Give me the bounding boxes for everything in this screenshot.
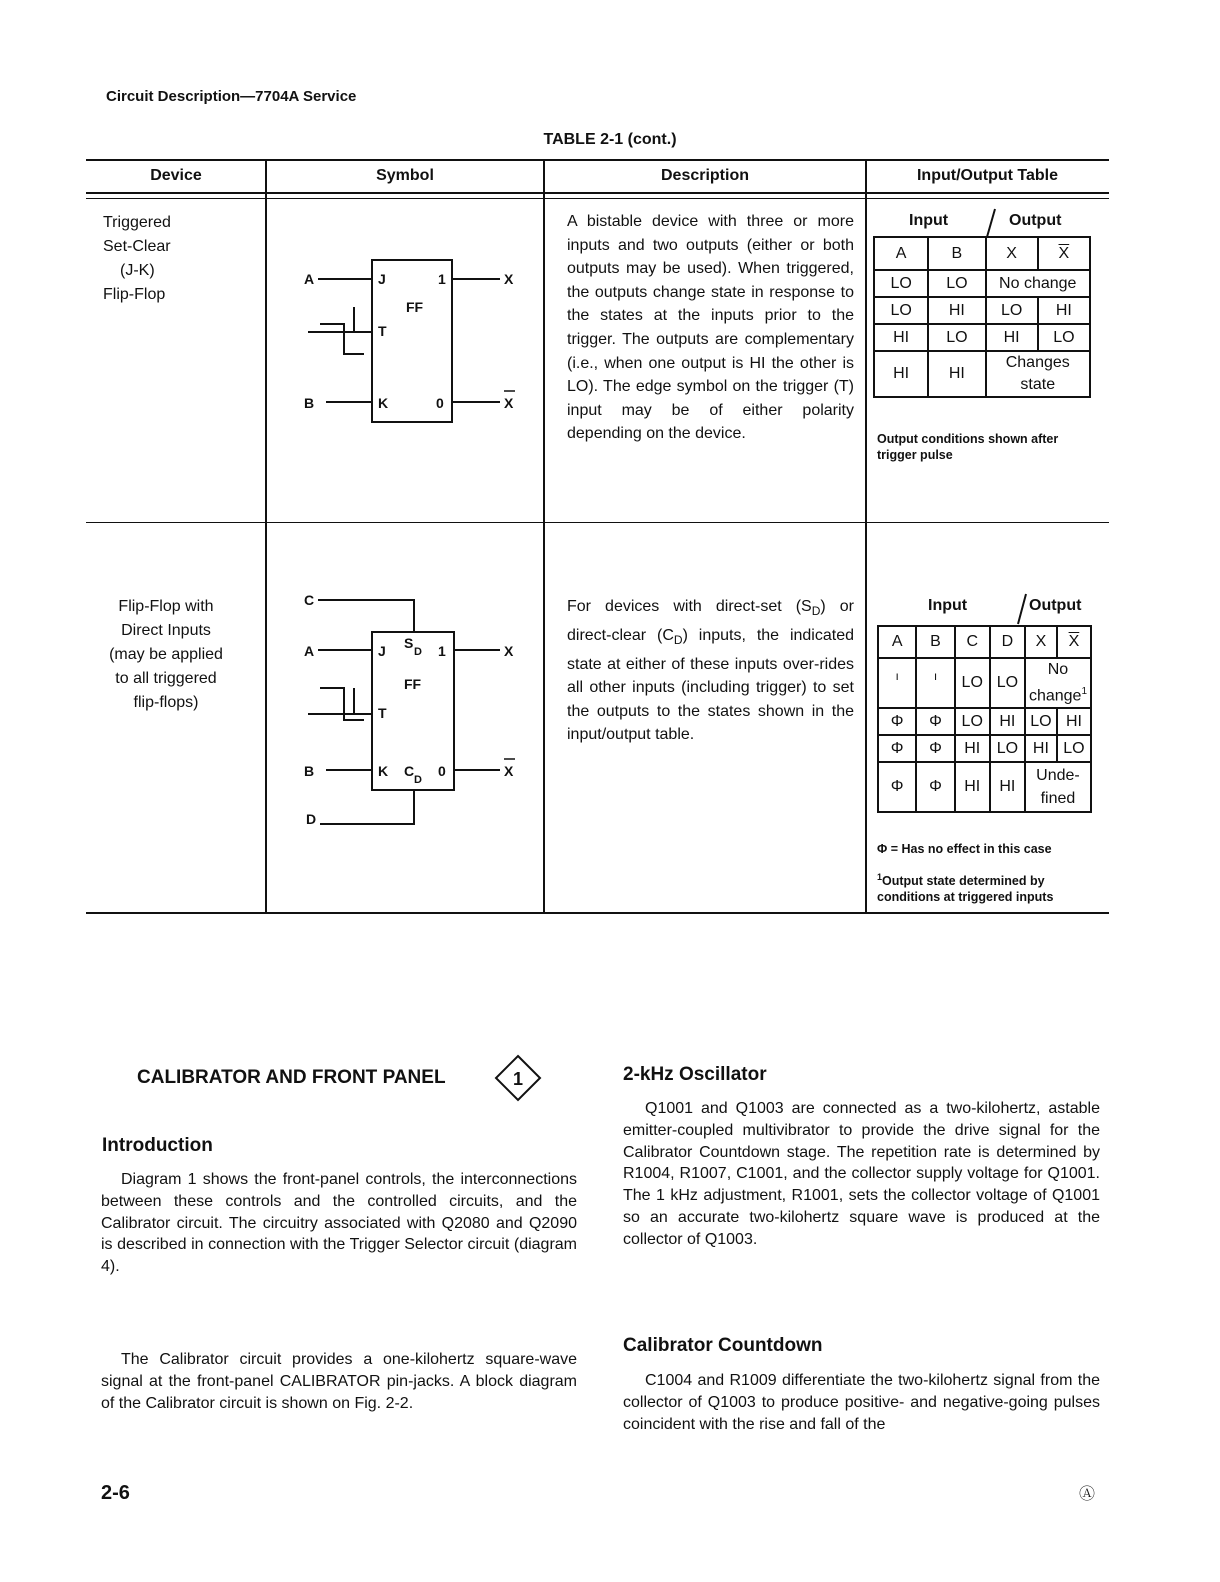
io-cell: Φ xyxy=(878,762,916,812)
io-table-jk xyxy=(873,236,1091,398)
row1-device xyxy=(103,211,171,307)
io-slash xyxy=(1016,592,1030,626)
io-output-label: Output xyxy=(1029,597,1082,614)
diagram-badge xyxy=(493,1053,543,1103)
io-slash xyxy=(985,207,999,239)
io-input-label: Input xyxy=(928,597,968,614)
io-cell: HI xyxy=(955,762,990,812)
io-cell: Unde- fined xyxy=(1025,762,1091,812)
pin-label: D xyxy=(414,646,422,658)
io-cell: HI xyxy=(874,324,928,351)
io-note: Output conditions shown after trigger pulse xyxy=(877,432,1059,462)
pin-label: 1 xyxy=(438,643,446,659)
io-cell: HI xyxy=(1057,708,1091,735)
row2-device xyxy=(96,595,236,715)
oscillator-heading: 2-kHz Oscillator xyxy=(623,1064,767,1085)
io-cell: LO xyxy=(990,658,1025,708)
device-line: Flip-Flop with xyxy=(118,598,214,615)
table-bottom-rule xyxy=(86,912,1109,914)
pin-label: A xyxy=(304,643,315,659)
col-symbol: Symbol xyxy=(376,167,434,184)
io-cell: Φ xyxy=(916,762,954,812)
io-cell: LO xyxy=(986,297,1038,324)
io-cell: LO xyxy=(928,270,985,297)
ff-label: FF xyxy=(406,299,424,315)
io-cell: LO xyxy=(1025,708,1057,735)
device-line: Direct Inputs xyxy=(121,622,211,639)
io-cell: HI xyxy=(990,762,1025,812)
io-cell: HI xyxy=(986,324,1038,351)
io-cell: Φ xyxy=(878,735,916,762)
header-rule-1 xyxy=(86,192,1109,194)
io-header-cell: B xyxy=(916,626,954,658)
pin-label: J xyxy=(378,643,386,659)
pin-label: K xyxy=(378,763,389,779)
output-xbar: X xyxy=(504,763,514,779)
io-cell: HI xyxy=(874,351,928,397)
pin-label: C xyxy=(404,763,415,779)
col-description: Description xyxy=(660,167,749,184)
ff-label: FF xyxy=(404,676,422,692)
row2-description: For devices with direct-set $(S_D)$ or direct-clear $(C_D)$ inputs, the indicated state at either of these inputs over-rides all other inputs (including trigger) to set the outputs to the states shown in the input/output table. xyxy=(567,598,854,744)
oscillator-paragraph: Q1001 and Q1003 are connected as a two-kilohertz, astable emitter-coupled multivibrator to provide the drive signal for the Calibrator Countdown stage. The repetition rate is determined by R1004, R1007, C1001, and the collector supply voltage for Q1001. The 1 kHz adjustment, R1001, sets the collector voltage of Q1001 so an accurate two-kilohertz square wave is produced at the collector of Q1003. xyxy=(623,1100,1100,1248)
io-cell: HI xyxy=(955,735,990,762)
pin-label: S xyxy=(404,635,414,651)
device-line: Triggered xyxy=(103,214,171,231)
countdown-heading: Calibrator Countdown xyxy=(623,1335,823,1356)
device-line: (may be applied xyxy=(109,646,223,663)
io-header-cell: A xyxy=(878,626,916,658)
pin-label: D xyxy=(414,774,422,786)
io-cell: LO xyxy=(990,735,1025,762)
io-cell: LO xyxy=(1038,324,1090,351)
io-cell: HI xyxy=(990,708,1025,735)
io-cell: LO xyxy=(874,270,928,297)
io-cell: HI xyxy=(1025,735,1057,762)
io-cell: ı xyxy=(916,658,954,708)
calibrator-paragraph: The Calibrator circuit provides a one-kilohertz square-wave signal at the front-panel CALIBRATOR pin-jacks. A block diagram of the Calibrator circuit is shown on Fig. 2-2. xyxy=(101,1351,577,1412)
countdown-paragraph: C1004 and R1009 differentiate the two-kilohertz signal from the collector of Q1003 to produce positive- and negative-going pulses coincident with the rise and fall of the xyxy=(623,1372,1100,1433)
io-cell: Φ xyxy=(916,735,954,762)
io-header-cell: X xyxy=(986,237,1038,270)
io-cell: HI xyxy=(1038,297,1090,324)
diagram-number: 1 xyxy=(512,1069,524,1089)
io-header-cell: B xyxy=(928,237,985,270)
device-line: (J-K) xyxy=(120,262,155,279)
header-rule-2 xyxy=(86,198,1109,199)
pin-label: B xyxy=(304,763,315,779)
io-cell: No change xyxy=(986,270,1091,297)
io-note: $^1$Output state determined by conditions at triggered inputs xyxy=(877,872,1054,905)
direct-input-flipflop-symbol xyxy=(290,588,530,828)
section-title: CALIBRATOR AND FRONT PANEL xyxy=(137,1067,446,1088)
pin-label: T xyxy=(378,323,387,339)
io-cell: Φ xyxy=(916,708,954,735)
jk-flipflop-symbol xyxy=(290,250,530,430)
page-number: 2-6 xyxy=(101,1482,130,1504)
column-divider xyxy=(543,159,545,914)
table-top-rule xyxy=(86,159,1109,161)
io-cell: HI xyxy=(928,297,985,324)
col-io-table: Input/Output Table xyxy=(916,167,1058,184)
column-divider xyxy=(865,159,867,914)
device-line: Flip-Flop xyxy=(103,286,166,303)
revision-mark: Ⓐ xyxy=(1079,1486,1096,1503)
pin-label: T xyxy=(378,705,387,721)
output-xbar: X xyxy=(504,395,514,411)
io-cell: LO xyxy=(874,297,928,324)
io-note: Φ = Has no effect in this case xyxy=(877,842,1052,856)
table-caption: TABLE 2-1 (cont.) xyxy=(543,131,677,148)
pin-label: J xyxy=(378,271,386,287)
io-table-direct xyxy=(877,625,1092,813)
io-output-label: Output xyxy=(1009,212,1062,229)
io-input-label: Input xyxy=(909,212,949,229)
io-cell: LO xyxy=(1057,735,1091,762)
io-header-cell: C xyxy=(955,626,990,658)
io-cell: No change$^1$ xyxy=(1025,658,1091,708)
io-cell: Φ xyxy=(878,708,916,735)
device-line: to all triggered xyxy=(115,670,217,687)
io-cell: LO xyxy=(928,324,985,351)
col-device: Device xyxy=(150,167,202,184)
pin-label: K xyxy=(378,395,389,411)
io-cell: Changes state xyxy=(986,351,1091,397)
output-x: X xyxy=(504,271,514,287)
io-header-cell: D xyxy=(990,626,1025,658)
running-header: Circuit Description—7704A Service xyxy=(106,88,357,105)
io-cell: HI xyxy=(928,351,985,397)
column-divider xyxy=(265,159,267,914)
io-header-cell: $\overline{X}$ xyxy=(1038,237,1090,270)
pin-label: A xyxy=(304,271,315,287)
intro-paragraph: Diagram 1 shows the front-panel controls, the interconnections between these controls and the controlled circuits, and the Calibrator circuit. The circuitry associated with Q2080 and Q2090 is described in connection with the Trigger Selector circuit (diagram 4). xyxy=(101,1171,577,1276)
io-header-cell: X xyxy=(1025,626,1057,658)
io-cell: LO xyxy=(955,658,990,708)
io-header-cell: $\overline{X}$ xyxy=(1057,626,1091,658)
io-cell: LO xyxy=(955,708,990,735)
pin-label: C xyxy=(304,592,315,608)
io-header-cell: A xyxy=(874,237,928,270)
row1-description: A bistable device with three or more inputs and two outputs (either or both outputs may be used). When triggered, the outputs change state in response to the states at the inputs prior to the trigger. The outputs are complementary (i.e., when one output is HI the other is LO). The edge symbol on the trigger (T) input may be of either polarity depending on the device. xyxy=(567,213,854,443)
io-cell: ı xyxy=(878,658,916,708)
pin-label: 0 xyxy=(436,395,444,411)
intro-heading: Introduction xyxy=(102,1135,213,1156)
pin-label: 1 xyxy=(438,271,446,287)
output-x: X xyxy=(504,643,514,659)
pin-label: D xyxy=(306,811,317,827)
pin-label: B xyxy=(304,395,315,411)
pin-label: 0 xyxy=(438,763,446,779)
row-divider xyxy=(86,522,1109,523)
device-line: Set-Clear xyxy=(103,238,171,255)
device-line: flip-flops) xyxy=(133,694,199,711)
